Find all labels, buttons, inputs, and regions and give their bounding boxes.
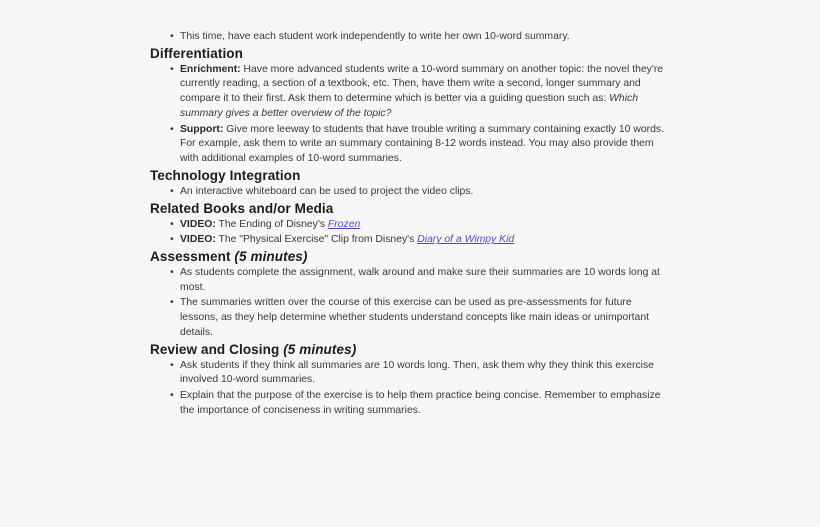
section-heading-technology-integration	[150, 168, 670, 185]
section-list-related-books-and-or-media	[150, 218, 670, 249]
list-item	[180, 30, 670, 45]
section-heading-duration: (5 minutes)	[234, 249, 308, 265]
list-item-lead: VIDEO:	[180, 218, 216, 230]
section-heading-label: Technology Integration	[150, 168, 301, 183]
media-link-frozen[interactable]: Frozen	[327, 218, 361, 230]
intro-bullet-text: This time, have each student work independently to write her own 10-word summary.	[180, 31, 570, 42]
list-item-text: Ask students if they think all summaries are 10 words long. Then, ask them why they think this exercise involved 10-word summaries.	[180, 359, 654, 386]
list-item	[180, 123, 670, 167]
list-item-text: As students complete the assignment, walk around and make sure their summaries are 10 words long at most.	[180, 266, 660, 293]
list-item	[180, 359, 670, 389]
list-item-italic-tail: Which summary gives a better overview of the topic?	[180, 93, 638, 119]
section-heading-duration: (5 minutes)	[283, 341, 357, 357]
list-item-lead: VIDEO:	[180, 234, 216, 246]
section-heading-differentiation	[150, 46, 670, 63]
list-item-text: Have more advanced students write a 10-word summary on another topic: the novel they're currently reading, a section of a textbook, etc. Then, have them write a second, longer summary and compare it to their first. Ask them to determine which is better via a guiding question such as:	[180, 63, 664, 105]
section-heading-label: Review and Closing	[150, 341, 280, 357]
section-heading-review-and-closing	[150, 342, 670, 359]
list-item-lead: Enrichment:	[180, 63, 241, 75]
list-item	[180, 63, 670, 122]
list-item-text: Explain that the purpose of the exercise is to help them practice being concise. Remember to emphasize the importance of conciseness in writing summaries.	[180, 390, 661, 416]
section-heading-label: Related Books and/or Media	[150, 200, 334, 216]
list-item	[180, 266, 670, 296]
section-heading-assessment	[150, 249, 670, 266]
list-item	[180, 296, 670, 340]
list-item-text: Give more leeway to students that have trouble writing a summary containing exactly 10 words. For example, ask them to write an summary containing 8-12 words instead. You may also provide them with additional examples of 10-word summaries.	[180, 123, 664, 165]
list-item	[180, 233, 670, 248]
list-item	[180, 185, 670, 200]
section-heading-label: Differentiation	[150, 45, 244, 61]
document-content-column	[150, 30, 670, 419]
list-item	[180, 389, 670, 419]
section-heading-related-books-and-or-media	[150, 201, 670, 218]
section-list-differentiation	[150, 63, 670, 167]
media-link-diary-of-a-wimpy-kid[interactable]: Diary of a Wimpy Kid	[417, 234, 515, 246]
list-item-lead: Support:	[180, 123, 224, 135]
list-item-text: An interactive whiteboard can be used to project the video clips.	[180, 185, 474, 197]
section-list-technology-integration	[150, 185, 670, 200]
list-item-text: The Ending of Disney's	[215, 218, 328, 230]
list-item	[180, 218, 670, 233]
list-item-text: The summaries written over the course of this exercise can be used as pre-assessments for future lessons, as they help determine whether students understand concepts like main ideas or unimportant details.	[180, 297, 649, 338]
intro-bullet-list	[150, 30, 670, 45]
section-list-review-and-closing	[150, 359, 670, 419]
section-heading-label: Assessment	[150, 249, 231, 265]
list-item-text: The "Physical Exercise" Clip from Disney's	[215, 234, 418, 246]
section-list-assessment	[150, 266, 670, 341]
